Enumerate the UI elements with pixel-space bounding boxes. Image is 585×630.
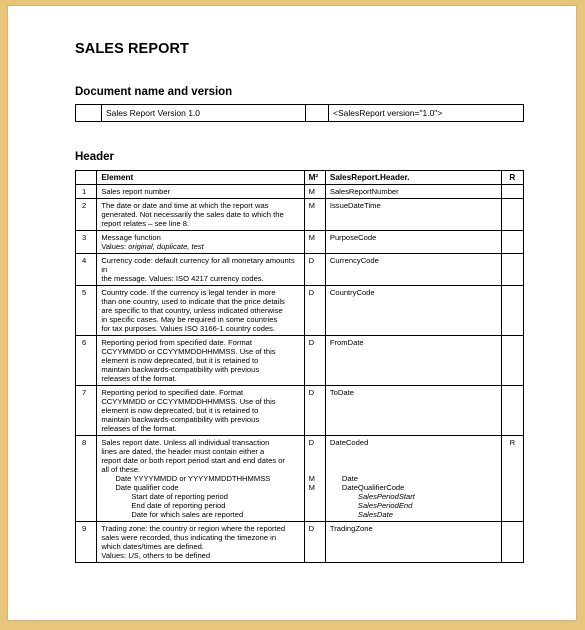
description-line: releases of the format. (101, 424, 177, 433)
description-line: sales were recorded, thus indicating the timezone in (101, 533, 277, 542)
description-line: CCYYMMDD or CCYYMMDDHHMMSS. Use of this (101, 347, 276, 356)
table-row (76, 231, 524, 254)
xml-tag (325, 199, 501, 231)
repeat-flag (501, 185, 523, 199)
section-heading-header: Header (75, 151, 114, 163)
spacer (330, 456, 497, 465)
sub-tag: DateQualifierCode (341, 483, 405, 492)
row-number: 3 (76, 231, 97, 254)
values-prefix: Values: (101, 551, 129, 560)
values-line (101, 242, 299, 251)
document-page (8, 6, 576, 620)
table-row (76, 185, 524, 199)
row-number: 5 (76, 286, 97, 336)
element-description (97, 336, 304, 386)
description-line: CCYYMMDD or CCYYMMDDHHMMSS. Use of this (101, 397, 276, 406)
tag: DateCoded (329, 438, 369, 447)
element-description (97, 386, 304, 436)
description-line: Currency code: default currency for all monetary amounts in (101, 256, 295, 274)
element-description (97, 199, 304, 231)
element-description (97, 522, 304, 563)
tag: IssueDateTime (329, 201, 381, 210)
element-description (97, 254, 304, 286)
flag: D (308, 438, 315, 447)
repeat-flag (501, 286, 523, 336)
description-line: maintain backwards-compatibility with previous (101, 415, 260, 424)
row-number: 9 (76, 522, 97, 563)
element-description (97, 436, 304, 522)
spacer (309, 456, 321, 465)
description-line: lines are dated, the header must contain either a (101, 447, 265, 456)
repeat-flag (501, 199, 523, 231)
row-number: 2 (76, 199, 97, 231)
flag: M (308, 201, 315, 210)
flag: D (308, 338, 315, 347)
flag: D (308, 388, 315, 397)
spacer (309, 447, 321, 456)
mandatory-flag (304, 522, 325, 563)
spacer (309, 465, 321, 474)
element-description (97, 231, 304, 254)
description-line: Reporting period to specified date. Format (101, 388, 244, 397)
page-title: SALES REPORT (75, 41, 189, 57)
mandatory-flag (304, 436, 325, 522)
spacer (330, 465, 497, 474)
description-line: Trading zone: the country or region where the reported (101, 524, 286, 533)
version-xml-cell: <SalesReport version="1.0"> (329, 105, 524, 122)
flag: M (308, 474, 315, 483)
version-table (75, 104, 524, 122)
description-line: are specific to that country, unless indicated otherwise (101, 306, 283, 315)
xml-tag (325, 336, 501, 386)
sub-tag: Date (341, 474, 358, 483)
description-line: element is now deprecated, but it is retained to (101, 406, 259, 415)
mandatory-flag (304, 199, 325, 231)
description-line: which dates/times are defined. (101, 542, 204, 551)
description-line: for tax purposes. Values ISO 3166-1 country codes. (101, 324, 276, 333)
values-italic: US (128, 551, 139, 560)
sub-sub-tag: SalesPeriodEnd (357, 501, 413, 510)
row-number: 8 (76, 436, 97, 522)
row-number: 1 (76, 185, 97, 199)
xml-tag (325, 254, 501, 286)
section-heading-document: Document name and version (75, 86, 233, 98)
flag: M (308, 483, 315, 492)
repeat-flag (501, 386, 523, 436)
spacer (330, 447, 497, 456)
xml-tag (325, 286, 501, 336)
description-line: maintain backwards-compatibility with previous (101, 365, 260, 374)
flag: D (308, 256, 315, 265)
sub-item: Date qualifier code (115, 483, 179, 492)
xml-tag (325, 386, 501, 436)
flag: M (308, 233, 315, 242)
description-line: Sales report number (101, 187, 171, 196)
description-line: Message function (101, 233, 161, 242)
flag: D (308, 288, 315, 297)
flag: M (308, 187, 315, 196)
sub-sub-tag: SalesDate (357, 510, 393, 519)
xml-tag (325, 185, 501, 199)
repeat-flag (501, 336, 523, 386)
sub-sub-item: End date of reporting period (131, 501, 226, 510)
mandatory-flag (304, 386, 325, 436)
description-line: Country code. If the currency is legal tender in more (101, 288, 276, 297)
table-row (76, 199, 524, 231)
repeat-flag (501, 522, 523, 563)
mandatory-flag (304, 254, 325, 286)
table-row (76, 286, 524, 336)
mandatory-flag (304, 231, 325, 254)
row-number: 6 (76, 336, 97, 386)
repeat-flag (501, 231, 523, 254)
element-description (97, 185, 304, 199)
mandatory-flag (304, 286, 325, 336)
xml-tag (325, 231, 501, 254)
description-line: Sales report date. Unless all individual transaction (101, 438, 270, 447)
description-line: element is now deprecated, but it is retained to (101, 356, 259, 365)
xml-tag (325, 522, 501, 563)
header-table (75, 170, 524, 563)
tag: SalesReportNumber (329, 187, 399, 196)
tag: PurposeCode (329, 233, 377, 242)
description-line: report date or both report period start and end dates or (101, 456, 285, 465)
description-line: report relates – see line 8. (101, 219, 190, 228)
table-row (76, 105, 524, 122)
table-row (76, 386, 524, 436)
column-header-element: Element (97, 171, 304, 185)
version-name-cell: Sales Report Version 1.0 (102, 105, 306, 122)
table-row (76, 336, 524, 386)
tag: FromDate (329, 338, 364, 347)
row-number: 4 (76, 254, 97, 286)
flag: D (308, 524, 315, 533)
table-row (76, 522, 524, 563)
values-suffix: , others to be defined (138, 551, 211, 560)
column-header-m: M² (304, 171, 325, 185)
table-header-row (76, 171, 524, 185)
row-number: 7 (76, 386, 97, 436)
description-line: The date or date and time at which the report was (101, 201, 269, 210)
values-prefix: Values: (101, 242, 129, 251)
tag: ToDate (329, 388, 354, 397)
description-line: than one country, used to indicate that the price details (101, 297, 285, 306)
values-italic: original, duplicate, test (128, 242, 204, 251)
sub-item: Date YYYYMMDD or YYYYMMDDTHHMMSS (115, 474, 271, 483)
tag: CurrencyCode (329, 256, 379, 265)
column-header-r: R (501, 171, 523, 185)
mandatory-flag (304, 336, 325, 386)
description-line: Reporting period from specified date. Format (101, 338, 253, 347)
sub-sub-item: Date for which sales are reported (131, 510, 244, 519)
element-description (97, 286, 304, 336)
description-line: releases of the format. (101, 374, 177, 383)
description-line: the message. Values: ISO 4217 currency codes. (101, 274, 264, 283)
description-line: all of these. (101, 465, 141, 474)
table-row (76, 436, 524, 522)
repeat-flag (501, 254, 523, 286)
mandatory-flag (304, 185, 325, 199)
table-row (76, 254, 524, 286)
description-line: in specific cases. May be required in some countries (101, 315, 278, 324)
tag: CountryCode (329, 288, 375, 297)
xml-tag (325, 436, 501, 522)
sub-sub-tag: SalesPeriodStart (357, 492, 415, 501)
column-header-tag: SalesReport.Header. (325, 171, 501, 185)
tag: TradingZone (329, 524, 373, 533)
description-line: generated. Not necessarily the sales date to which the (101, 210, 284, 219)
repeat-flag: R (501, 436, 523, 522)
sub-sub-item: Start date of reporting period (131, 492, 228, 501)
values-line (101, 551, 299, 560)
